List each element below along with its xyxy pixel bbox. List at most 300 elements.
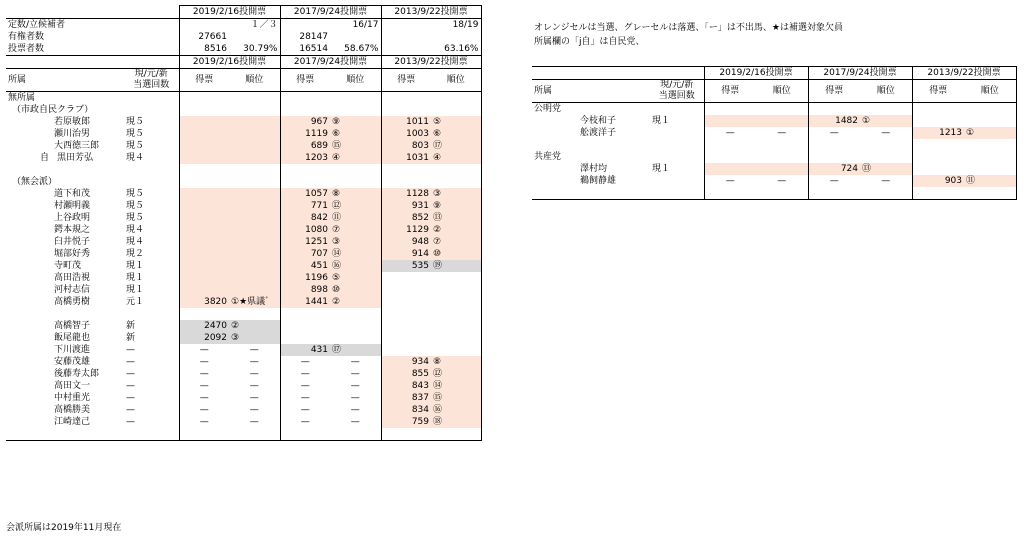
rank-header: 順位 (330, 69, 381, 92)
candidate-name-text: 今枝和子 (580, 116, 617, 126)
stat-label: 投票者数 (8, 44, 45, 54)
candidate-name (6, 224, 124, 236)
empty-cell (431, 92, 481, 105)
vote-count: — (179, 404, 229, 416)
empty-cell (280, 164, 330, 176)
incumbency-status (650, 127, 704, 139)
stat-value: 30.79% (243, 44, 278, 54)
incumbency-status: 現５ (126, 213, 145, 223)
candidate-name-text: 若原敏郎 (54, 117, 91, 127)
empty-cell (381, 164, 431, 176)
rank-value: ③ (229, 332, 280, 344)
candidate-row (6, 128, 481, 140)
empty-cell (280, 308, 330, 320)
rank-value: — (350, 369, 360, 379)
year-header-row-2 (532, 67, 1016, 80)
election-column-header: 2017/9/24投開票 (808, 67, 912, 80)
stat-value: 58.67% (344, 44, 379, 54)
vote-count (381, 272, 431, 284)
vote-count (381, 332, 431, 344)
vote-count: 689 (280, 140, 330, 152)
empty-cell (179, 428, 229, 441)
rank-value (229, 284, 280, 296)
incumbency-status: — (126, 405, 135, 415)
empty-cell (964, 187, 1016, 200)
candidate-name-text: 高橋勇樹 (54, 297, 91, 307)
vote-count (179, 248, 229, 260)
empty-cell (964, 103, 1016, 116)
election-column-header: 2017/9/24投開票 (280, 56, 381, 69)
candidate-row (6, 380, 481, 392)
empty-cell (330, 308, 381, 320)
incumbency-status: 現５ (126, 117, 145, 127)
spacer-cell (532, 139, 704, 151)
stat-value: 63.16% (431, 43, 481, 56)
rank-value (229, 188, 280, 200)
stat-value: 8516 (179, 43, 229, 56)
election-column-header: 2013/9/22投開票 (912, 67, 1016, 80)
candidate-row (6, 284, 481, 296)
candidate-row (6, 188, 481, 200)
candidate-name (6, 320, 124, 332)
candidate-name-text: 大西徳三郎 (54, 141, 100, 151)
vote-count: 948 (381, 236, 431, 248)
vote-count: 1213 (912, 127, 964, 139)
empty-cell (179, 176, 229, 188)
candidate-row (6, 416, 481, 428)
stat-value: 27661 (179, 31, 229, 43)
candidate-name-text: 飯尾龍也 (54, 333, 91, 343)
empty-cell (431, 308, 481, 320)
vote-count: 1128 (381, 188, 431, 200)
vote-count: 724 (808, 163, 860, 175)
rank-value: ⑩ (431, 248, 481, 260)
section-row (6, 176, 481, 188)
rank-header: 順位 (756, 80, 808, 103)
rank-value: — (249, 405, 259, 415)
candidate-name-text: 高橋智子 (54, 321, 91, 331)
header-blank (592, 67, 650, 80)
rank-value: ① (860, 115, 912, 127)
status-header: 現/元/新 当選回数 (650, 80, 704, 103)
vote-count: — (280, 380, 330, 392)
candidate-row (6, 224, 481, 236)
empty-cell (229, 104, 280, 116)
election-column-header: 2013/9/22投開票 (381, 56, 481, 69)
candidate-name (532, 175, 650, 187)
candidate-name-text: 舩渡洋子 (580, 128, 617, 138)
vote-count: 1003 (381, 128, 431, 140)
rank-value: ⑮ (330, 140, 381, 152)
faction-label: （無会派） (12, 177, 58, 187)
vote-count (179, 272, 229, 284)
candidate-name (6, 416, 124, 428)
rank-value (330, 332, 381, 344)
vote-count (179, 284, 229, 296)
status-header: 現/元/新 当選回数 (124, 69, 179, 92)
candidate-name (6, 380, 124, 392)
candidate-row (6, 260, 481, 272)
vote-count: 1057 (280, 188, 330, 200)
rank-value: ⑪ (964, 175, 1016, 187)
vote-count: 1080 (280, 224, 330, 236)
rank-value: — (881, 176, 891, 186)
empty-cell (704, 187, 756, 200)
rank-value: ⑰ (431, 140, 481, 152)
incumbency-status: 現４ (126, 153, 145, 163)
incumbency-status: — (126, 357, 135, 367)
legend-note-2: 所属欄の「j自」は自民党、 (534, 37, 645, 47)
rank-header: 順位 (229, 69, 280, 92)
rank-value: ⑤ (330, 272, 381, 284)
empty-cell (179, 164, 229, 176)
empty-cell (381, 92, 431, 105)
votes-header: 得票 (912, 80, 964, 103)
incumbency-status: 現５ (126, 141, 145, 151)
empty-cell (330, 176, 381, 188)
rank-value (229, 212, 280, 224)
spacer-row (532, 139, 1016, 151)
candidate-row (532, 127, 1016, 139)
vote-count: — (808, 175, 860, 187)
vote-count: 834 (381, 404, 431, 416)
candidate-name (6, 236, 124, 248)
candidate-row (532, 115, 1016, 127)
candidate-row (6, 272, 481, 284)
rank-value: — (350, 417, 360, 427)
empty-cell (179, 92, 229, 105)
vote-count: 903 (912, 175, 964, 187)
candidate-name (6, 296, 124, 308)
empty-cell (330, 428, 381, 441)
candidate-name-text: 高田浩視 (54, 273, 91, 283)
vote-count: — (179, 380, 229, 392)
candidate-name (532, 115, 650, 127)
rank-value: — (350, 405, 360, 415)
rank-value (964, 163, 1016, 175)
rank-value (229, 272, 280, 284)
rank-value: — (249, 381, 259, 391)
rank-value: ⑰ (330, 344, 381, 356)
rank-value: ⑯ (431, 404, 481, 416)
incumbency-status: 現５ (126, 129, 145, 139)
rank-value: — (249, 369, 259, 379)
right-results-table (532, 66, 1017, 200)
rank-value: — (777, 176, 787, 186)
empty-cell (280, 428, 330, 441)
stat-value: 28147 (280, 31, 330, 43)
incumbency-status: 新 (126, 321, 136, 331)
vote-count: 2092 (179, 332, 229, 344)
rank-value (229, 128, 280, 140)
vote-count: 843 (381, 380, 431, 392)
candidate-row (6, 296, 481, 308)
empty-cell (964, 151, 1016, 163)
empty-cell (860, 151, 912, 163)
section-row (6, 104, 481, 116)
rank-header: 順位 (431, 69, 481, 92)
empty-cell (229, 164, 280, 176)
rank-value: ⑪ (330, 212, 381, 224)
rank-value (229, 200, 280, 212)
vote-count (179, 152, 229, 164)
candidate-row (532, 175, 1016, 187)
rank-value: ⑨ (330, 116, 381, 128)
rank-value (229, 152, 280, 164)
stat-value: 16514 (280, 43, 330, 56)
candidate-row (6, 404, 481, 416)
empty-cell (280, 92, 330, 105)
header-blank (6, 56, 66, 69)
party-header: 所属 (6, 69, 124, 92)
votes-header: 得票 (280, 69, 330, 92)
empty-cell (912, 103, 964, 116)
header-blank (124, 56, 179, 69)
incumbency-status: 現１ (126, 285, 145, 295)
rank-value (229, 140, 280, 152)
candidate-name (6, 152, 124, 164)
empty-cell (912, 139, 964, 151)
incumbency-status (650, 175, 704, 187)
empty-cell (912, 151, 964, 163)
column-header-row (532, 80, 1016, 103)
rank-value (431, 284, 481, 296)
rank-value: — (881, 128, 891, 138)
rank-value (229, 248, 280, 260)
candidate-name (532, 127, 650, 139)
empty-cell (808, 139, 860, 151)
vote-count (912, 115, 964, 127)
stat-row (6, 19, 481, 32)
candidate-row (6, 356, 481, 368)
incumbency-status: 現４ (126, 225, 145, 235)
votes-header: 得票 (179, 69, 229, 92)
vote-count (280, 332, 330, 344)
candidate-row (6, 140, 481, 152)
vote-count: 1482 (808, 115, 860, 127)
candidate-name (6, 260, 124, 272)
candidate-name-text: 鵜飼静雄 (580, 176, 617, 186)
incumbency-status: 元１ (126, 297, 145, 307)
empty-cell (756, 187, 808, 200)
rank-value: ⑫ (431, 368, 481, 380)
candidate-name-text: 瀬川治男 (54, 129, 91, 139)
vote-count: 535 (381, 260, 431, 272)
year-header-blank (124, 6, 179, 19)
incumbency-status: 現５ (126, 201, 145, 211)
vote-count: 1196 (280, 272, 330, 284)
empty-cell (229, 92, 280, 105)
vote-count: 1031 (381, 152, 431, 164)
candidate-name-text: 澤村均 (580, 164, 608, 174)
empty-cell (756, 151, 808, 163)
rank-value: ⑭ (330, 248, 381, 260)
vote-count: 967 (280, 116, 330, 128)
vote-count: 1119 (280, 128, 330, 140)
candidate-name-text: 下川渡進 (54, 345, 91, 355)
header-blank (532, 67, 592, 80)
vote-count: 914 (381, 248, 431, 260)
stat-row (6, 31, 481, 43)
empty-cell (229, 428, 280, 441)
rank-value: ⑩ (330, 284, 381, 296)
rank-value: — (777, 128, 787, 138)
vote-count: 934 (381, 356, 431, 368)
candidate-name (6, 344, 124, 356)
vote-count: — (280, 368, 330, 380)
rank-value: — (249, 357, 259, 367)
year-header-blank (6, 6, 66, 19)
empty-cell (431, 164, 481, 176)
empty-cell (229, 308, 280, 320)
stat-value (330, 31, 381, 43)
empty-cell (381, 428, 431, 441)
candidate-name (6, 404, 124, 416)
empty-cell (280, 176, 330, 188)
rank-value: — (350, 357, 360, 367)
vote-count (179, 236, 229, 248)
candidate-row (6, 248, 481, 260)
vote-count: 707 (280, 248, 330, 260)
candidate-name (6, 284, 124, 296)
empty-cell (431, 428, 481, 441)
vote-count: — (280, 404, 330, 416)
vote-count: — (179, 392, 229, 404)
rank-value: ⑫ (330, 200, 381, 212)
candidate-row (6, 212, 481, 224)
candidate-name (6, 272, 124, 284)
vote-count: 842 (280, 212, 330, 224)
rank-value: ④ (330, 152, 381, 164)
candidate-name-text: 河村志信 (54, 285, 91, 295)
vote-count (179, 260, 229, 272)
rank-value: ⑦ (330, 224, 381, 236)
year-header-row-2 (6, 56, 481, 69)
candidate-name-text: 村瀬明義 (54, 201, 91, 211)
empty-cell (704, 151, 756, 163)
vote-count (179, 116, 229, 128)
incumbency-status: — (126, 369, 135, 379)
empty-cell (229, 176, 280, 188)
spacer-cell (6, 164, 179, 176)
empty-cell (381, 104, 431, 116)
candidate-name-text: 後藤寿太郎 (54, 369, 100, 379)
incumbency-status: 現１ (126, 273, 145, 283)
empty-cell (808, 187, 860, 200)
candidate-name (532, 163, 650, 175)
empty-cell (431, 104, 481, 116)
vote-count: 759 (381, 416, 431, 428)
vote-count (381, 320, 431, 332)
rank-value (964, 115, 1016, 127)
party-prefix: 自 (40, 153, 50, 163)
empty-cell (964, 139, 1016, 151)
candidate-name-text: 鍔本規之 (54, 225, 91, 235)
empty-cell (808, 151, 860, 163)
rank-value (431, 296, 481, 308)
incumbency-status: 現１ (126, 261, 145, 271)
vote-count (179, 128, 229, 140)
empty-cell (280, 104, 330, 116)
footnote: 会派所属は2019年11月現在 (6, 523, 122, 533)
candidate-name (6, 116, 124, 128)
candidate-name (6, 128, 124, 140)
candidate-row (6, 392, 481, 404)
stat-value (431, 31, 481, 43)
section-row (6, 92, 481, 105)
candidate-name (6, 212, 124, 224)
candidate-row (6, 332, 481, 344)
year-header-row (6, 6, 481, 19)
rank-value: ⑨ (431, 200, 481, 212)
candidate-row (6, 116, 481, 128)
candidate-name (6, 188, 124, 200)
empty-cell (431, 176, 481, 188)
election-column-header: 2019/2/16投開票 (179, 56, 280, 69)
rank-value: ⑦ (431, 236, 481, 248)
party-section-label: 公明党 (534, 104, 562, 114)
stat-label: 定数/立候補者 (8, 20, 66, 30)
vote-count: — (179, 416, 229, 428)
spacer-cell (532, 187, 704, 200)
rank-value: ⑮ (431, 392, 481, 404)
candidate-name (6, 248, 124, 260)
incumbency-status: — (126, 345, 135, 355)
spacer-cell (6, 308, 179, 320)
rank-value: ⑥ (330, 128, 381, 140)
rank-value (229, 260, 280, 272)
year-header-blank (66, 6, 124, 19)
vote-count (179, 200, 229, 212)
empty-cell (381, 308, 431, 320)
party-section-label: 無所属 (8, 93, 36, 103)
stat-value (280, 19, 330, 32)
rank-value (756, 115, 808, 127)
vote-count (179, 224, 229, 236)
incumbency-status: 現５ (126, 189, 145, 199)
empty-cell (330, 164, 381, 176)
empty-cell (381, 176, 431, 188)
rank-value: ⑲ (431, 260, 481, 272)
rank-value: — (249, 393, 259, 403)
rank-value (431, 320, 481, 332)
candidate-name (6, 200, 124, 212)
rank-value: ③ (431, 188, 481, 200)
candidate-name (6, 140, 124, 152)
rank-value (330, 320, 381, 332)
incumbency-status: 新 (126, 333, 136, 343)
candidate-row (6, 236, 481, 248)
candidate-row (6, 320, 481, 332)
rank-value: ① (964, 127, 1016, 139)
left-results-table (6, 5, 482, 441)
rank-value (229, 236, 280, 248)
vote-count: — (808, 127, 860, 139)
rank-value: ② (229, 320, 280, 332)
vote-count (381, 284, 431, 296)
rank-value: — (249, 345, 259, 355)
vote-count: — (280, 416, 330, 428)
election-column-header: 2017/9/24投開票 (280, 6, 381, 19)
candidate-name (6, 356, 124, 368)
rank-value: ⑬ (860, 163, 912, 175)
spacer-row (6, 308, 481, 320)
vote-count (381, 296, 431, 308)
stat-value: 16/17 (352, 20, 379, 30)
candidate-name-text: 上谷政明 (54, 213, 91, 223)
vote-count: — (179, 344, 229, 356)
party-header: 所属 (532, 80, 650, 103)
